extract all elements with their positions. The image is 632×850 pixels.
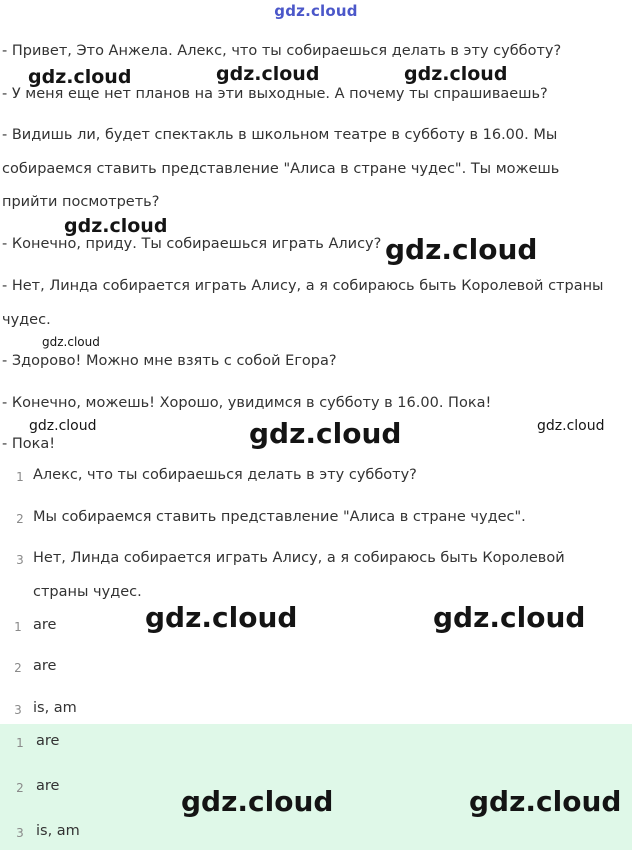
answer-value: are [36, 733, 60, 749]
watermark: gdz.cloud [537, 418, 605, 434]
answer-number: 3 [16, 826, 24, 840]
answer-value: are [36, 778, 60, 794]
answer-number: 1 [16, 736, 24, 750]
header-logo[interactable]: gdz.cloud [274, 2, 358, 20]
answer-number: 2 [14, 661, 22, 675]
watermark: gdz.cloud [433, 601, 586, 634]
dialogue-line: - Конечно, можешь! Хорошо, увидимся в субботу в 16.00. Пока! [2, 395, 492, 411]
answer-text: Мы собираемся ставить представление "Алиса в стране чудес". [33, 509, 526, 525]
answer-text: Нет, Линда собирается играть Алису, а я собираюсь быть Королевой [33, 550, 565, 566]
answer-value: are [33, 658, 57, 674]
watermark: gdz.cloud [249, 417, 402, 450]
answer-number: 1 [16, 470, 24, 484]
answer-number: 3 [16, 553, 24, 567]
dialogue-line: чудес. [2, 312, 51, 328]
answer-number: 2 [16, 512, 24, 526]
dialogue-line: - У меня еще нет планов на эти выходные. А почему ты спрашиваешь? [2, 86, 548, 102]
answer-value: is, am [36, 823, 80, 839]
answer-value: are [33, 617, 57, 633]
watermark: gdz.cloud [469, 785, 622, 818]
watermark: gdz.cloud [404, 63, 508, 85]
watermark: gdz.cloud [64, 215, 168, 237]
answer-text: страны чудес. [33, 584, 142, 600]
watermark: gdz.cloud [145, 601, 298, 634]
watermark: gdz.cloud [28, 66, 132, 88]
watermark: gdz.cloud [29, 418, 97, 434]
watermark: gdz.cloud [385, 233, 538, 266]
answer-text: Алекс, что ты собираешься делать в эту субботу? [33, 467, 417, 483]
answer-number: 2 [16, 781, 24, 795]
dialogue-line: - Нет, Линда собирается играть Алису, а я собираюсь быть Королевой страны [2, 278, 604, 294]
dialogue-line: прийти посмотреть? [2, 194, 160, 210]
watermark: gdz.cloud [181, 785, 334, 818]
dialogue-line: - Здорово! Можно мне взять с собой Егора? [2, 353, 337, 369]
dialogue-line: - Видишь ли, будет спектакль в школьном театре в субботу в 16.00. Мы [2, 127, 558, 143]
dialogue-line: - Конечно, приду. Ты собираешься играть Алису? [2, 236, 382, 252]
answer-value: is, am [33, 700, 77, 716]
answer-number: 1 [14, 620, 22, 634]
watermark: gdz.cloud [216, 63, 320, 85]
dialogue-line: - Пока! [2, 436, 56, 452]
dialogue-line: - Привет, Это Анжела. Алекс, что ты собираешься делать в эту субботу? [2, 43, 562, 59]
watermark: gdz.cloud [42, 335, 100, 349]
dialogue-line: собираемся ставить представление "Алиса в стране чудес". Ты можешь [2, 161, 560, 177]
answer-number: 3 [14, 703, 22, 717]
